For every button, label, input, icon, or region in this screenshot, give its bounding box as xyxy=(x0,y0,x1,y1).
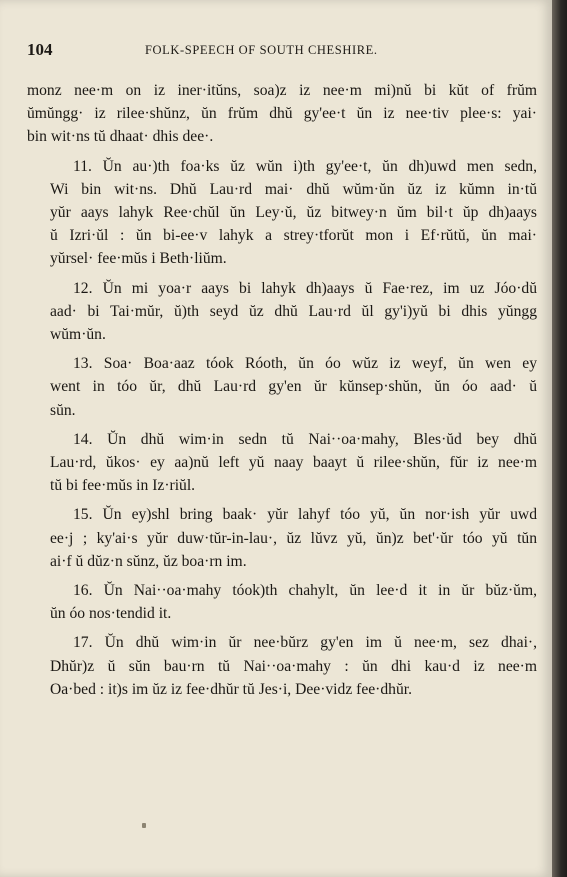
verse-paragraph xyxy=(27,503,537,573)
text-line: Dhŭr)z ŭ sŭn bau·rn tŭ Nai··oa·mahy : ŭn dhi kau·d iz nee·m xyxy=(50,657,537,675)
verse-paragraph xyxy=(27,428,537,498)
verse-paragraph xyxy=(27,155,537,271)
text-line: 15. Ŭn ey)shl bring baak· yŭr lahyf tóo yŭ, ŭn nor·ish yŭr uwd xyxy=(73,506,537,524)
text-line: bin wit·ns tŭ dhaat· dhis dee·. xyxy=(27,128,214,146)
text-line: wŭm·ŭn. xyxy=(50,326,106,344)
paper-speck xyxy=(142,823,146,828)
continuation-paragraph xyxy=(27,79,537,149)
text-line: 11. Ŭn au·)th foa·ks ŭz wŭn i)th gy'ee·t, ŭn dh)uwd men sedn, xyxy=(73,157,537,175)
text-line: 17. Ŭn dhŭ wim·in ŭr nee·bŭrz gy'en im ŭ nee·m, sez dhai·, xyxy=(73,634,537,652)
text-line: ee·j ; ky'ai·s yŭr duw·tŭr-in-lau·, ŭz lŭvz yŭ, ŭn)z bet'·ŭr tóo yŭ tŭn xyxy=(50,529,537,547)
text-line: ŭ Izri·ŭl : ŭn bi-ee·v lahyk a strey·tforŭt mon i Ef·rŭtŭ, ŭn mai· xyxy=(50,227,537,245)
text-line: tŭ bi fee·mŭs in Iz·riŭl. xyxy=(50,477,196,495)
text-line: 12. Ŭn mi yoa·r aays bi lahyk dh)aays ŭ Fae·rez, im uz Jóo·dŭ xyxy=(73,279,537,297)
page-body-text xyxy=(27,79,537,707)
text-line: 13. Soa· Boa·aaz tóok Róoth, ŭn óo wŭz iz weyf, ŭn wen ey xyxy=(73,355,537,373)
text-line: ŭmŭngg· iz rilee·shŭnz, ŭn frŭm dhŭ gy'ee·t ŭn iz nee·tiv plee·s: yai· xyxy=(27,105,537,123)
text-line: Oa·bed : it)s im ŭz iz fee·dhŭr tŭ Jes·i, Dee·vidz fee·dhŭr. xyxy=(50,680,412,698)
verse-paragraph xyxy=(27,631,537,701)
page-header xyxy=(27,40,543,62)
text-line: 16. Ŭn Nai··oa·mahy tóok)th chahylt, ŭn lee·d it in ŭr bŭz·ŭm, xyxy=(73,582,537,600)
text-line: yŭrsel· fee·mŭs i Beth·liŭm. xyxy=(50,250,227,268)
text-line: Wi bin wit·ns. Dhŭ Lau·rd mai· dhŭ wŭm·ŭn ŭz iz kŭmn in·tŭ xyxy=(50,180,537,198)
page-edge-shadow xyxy=(552,0,567,877)
text-line: went in tóo ŭr, dhŭ Lau·rd gy'en ŭr kŭnsep·shŭn, ŭn óo aad· ŭ xyxy=(50,378,537,396)
running-title: FOLK-SPEECH OF SOUTH CHESHIRE. xyxy=(145,43,378,57)
verse-paragraph xyxy=(27,579,537,625)
page-number: 104 xyxy=(27,40,53,59)
text-line: ŭn óo nos·tendid it. xyxy=(50,605,172,623)
text-line: 14. Ŭn dhŭ wim·in sedn tŭ Nai··oa·mahy, Bles·ŭd bey dhŭ xyxy=(73,430,537,448)
text-line: aad· bi Tai·mŭr, ŭ)th seyd ŭz dhŭ Lau·rd ŭl gy'i)yŭ bi dhis yŭngg xyxy=(50,302,537,320)
verse-paragraph xyxy=(27,277,537,347)
text-line: sŭn. xyxy=(50,401,76,419)
text-line: yŭr aays lahyk Ree·chŭl ŭn Ley·ŭ, ŭz bitwey·n ŭm bil·t ŭp dh)aays xyxy=(50,204,537,222)
text-line: Lau·rd, ŭkos· ey aa)nŭ left yŭ naay baayt ŭ rilee·shŭn, fŭr iz nee·m xyxy=(50,454,537,472)
text-line: ai·f ŭ dŭz·n sŭnz, ŭz boa·rn im. xyxy=(50,552,247,570)
text-line: monz nee·m on iz iner·itŭns, soa)z iz nee·m mi)nŭ bi kŭt of frŭm xyxy=(27,82,537,99)
verse-paragraph xyxy=(27,352,537,422)
